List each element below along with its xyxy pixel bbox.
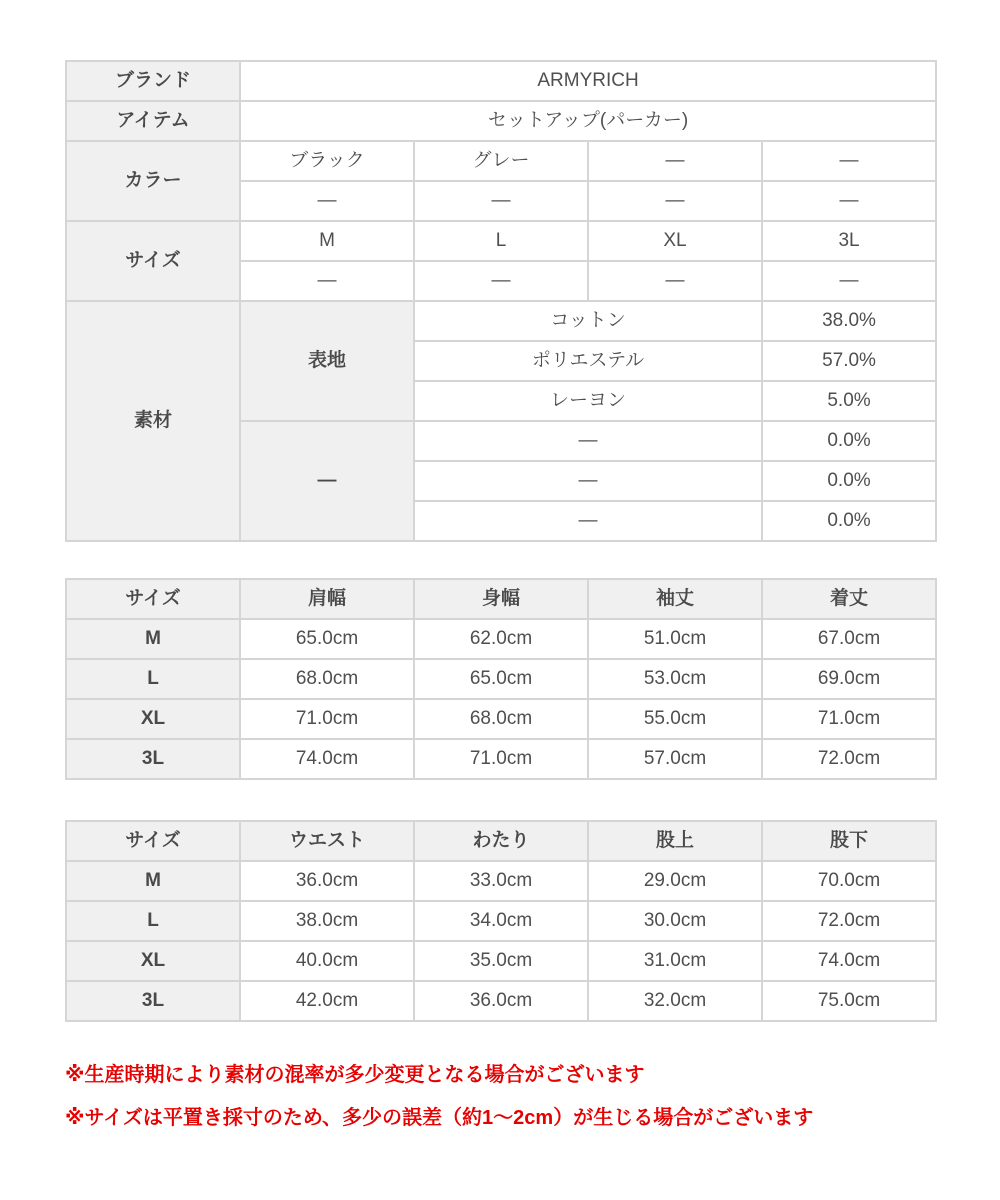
table-row [66,941,936,981]
material-percent: 0.0% [762,421,936,461]
material-percent: 38.0% [762,301,936,341]
table-row [66,739,936,779]
table-row [66,699,936,739]
measure-cell: 70.0cm [762,861,936,901]
measure-cell: 72.0cm [762,739,936,779]
measure-cell: 72.0cm [762,901,936,941]
measure-cell: 62.0cm [414,619,588,659]
color-cell: グレー [414,141,588,181]
size-cell: L [414,221,588,261]
item-value: セットアップ(パーカー) [240,101,936,141]
measure-cell: 30.0cm [588,901,762,941]
material-label: 素材 [66,301,240,541]
measure-cell: 71.0cm [414,739,588,779]
column-header: 股上 [588,821,762,861]
table-row [66,141,936,181]
row-size-label: 3L [66,739,240,779]
row-size-label: XL [66,941,240,981]
measure-cell: 74.0cm [762,941,936,981]
measure-cell: 29.0cm [588,861,762,901]
measure-cell: 40.0cm [240,941,414,981]
measure-cell: 53.0cm [588,659,762,699]
column-header: 着丈 [762,579,936,619]
column-header: サイズ [66,821,240,861]
table-row [66,659,936,699]
column-header: サイズ [66,579,240,619]
pants-measurement-table [65,820,937,1022]
table-row [66,61,936,101]
measure-cell: 74.0cm [240,739,414,779]
material-percent: 5.0% [762,381,936,421]
column-header: 身幅 [414,579,588,619]
color-label: カラー [66,141,240,221]
material-name: — [414,501,762,541]
measure-cell: 65.0cm [414,659,588,699]
measure-cell: 32.0cm [588,981,762,1021]
measure-cell: 67.0cm [762,619,936,659]
measure-cell: 33.0cm [414,861,588,901]
material-group-label: — [240,421,414,541]
measure-cell: 36.0cm [240,861,414,901]
size-cell: M [240,221,414,261]
hoodie-measurement-table [65,578,937,780]
row-size-label: M [66,861,240,901]
material-group-label: 表地 [240,301,414,421]
measure-cell: 68.0cm [240,659,414,699]
measure-cell: 34.0cm [414,901,588,941]
table-row [66,981,936,1021]
item-label: アイテム [66,101,240,141]
color-cell: — [414,181,588,221]
row-size-label: 3L [66,981,240,1021]
table-row [66,901,936,941]
brand-value: ARMYRICH [240,61,936,101]
column-header: ウエスト [240,821,414,861]
size-cell: XL [588,221,762,261]
measure-cell: 38.0cm [240,901,414,941]
color-cell: — [762,181,936,221]
table-header-row [66,579,936,619]
measure-cell: 69.0cm [762,659,936,699]
disclaimer-notes [65,1058,935,1130]
material-percent: 0.0% [762,461,936,501]
measure-cell: 51.0cm [588,619,762,659]
measure-cell: 36.0cm [414,981,588,1021]
column-header: 袖丈 [588,579,762,619]
measure-cell: 68.0cm [414,699,588,739]
disclaimer-note-material: ※生産時期により素材の混率が多少変更となる場合がございます [65,1064,645,1086]
table-row [66,619,936,659]
material-name: ポリエステル [414,341,762,381]
table-row [66,861,936,901]
material-percent: 57.0% [762,341,936,381]
color-cell: — [762,141,936,181]
color-cell: — [588,141,762,181]
disclaimer-note-size: ※サイズは平置き採寸のため、多少の誤差（約1～2cm）が生じる場合がございます [65,1107,814,1129]
material-name: — [414,421,762,461]
measure-cell: 31.0cm [588,941,762,981]
row-size-label: L [66,659,240,699]
row-size-label: XL [66,699,240,739]
material-percent: 0.0% [762,501,936,541]
measure-cell: 42.0cm [240,981,414,1021]
size-cell: — [240,261,414,301]
measure-cell: 65.0cm [240,619,414,659]
measure-cell: 35.0cm [414,941,588,981]
row-size-label: L [66,901,240,941]
measure-cell: 71.0cm [762,699,936,739]
table-row [66,101,936,141]
column-header: 肩幅 [240,579,414,619]
table-row [66,301,936,341]
size-cell: — [414,261,588,301]
measure-cell: 71.0cm [240,699,414,739]
measure-cell: 75.0cm [762,981,936,1021]
color-cell: — [240,181,414,221]
material-name: コットン [414,301,762,341]
measure-cell: 55.0cm [588,699,762,739]
color-cell: ブラック [240,141,414,181]
column-header: わたり [414,821,588,861]
size-cell: — [762,261,936,301]
product-spec-table [65,60,937,542]
material-name: — [414,461,762,501]
size-cell: — [588,261,762,301]
size-cell: 3L [762,221,936,261]
color-cell: — [588,181,762,221]
brand-label: ブランド [66,61,240,101]
row-size-label: M [66,619,240,659]
table-header-row [66,821,936,861]
size-label: サイズ [66,221,240,301]
column-header: 股下 [762,821,936,861]
table-row [66,221,936,261]
material-name: レーヨン [414,381,762,421]
measure-cell: 57.0cm [588,739,762,779]
